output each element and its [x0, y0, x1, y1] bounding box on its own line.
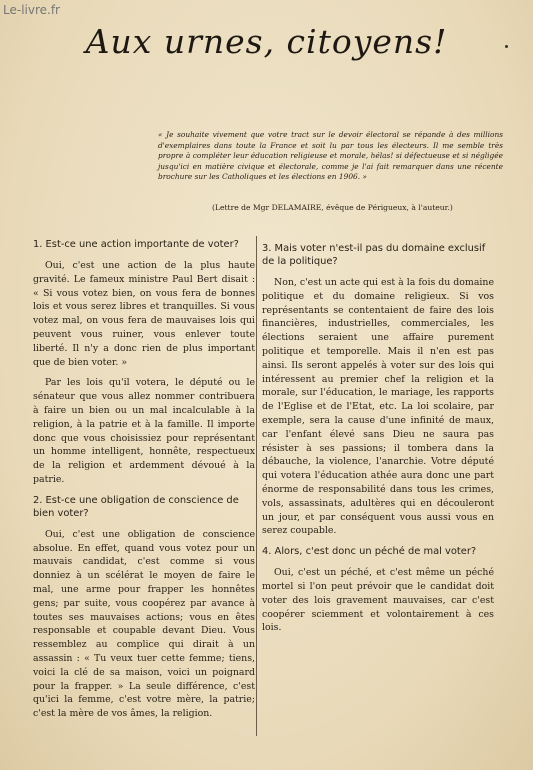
- section-3-heading: 3. Mais voter n'est-il pas du domaine exclusif de la politique?: [262, 243, 486, 267]
- section-1-paragraph-2: Par les lois qu'il votera, le député ou le sénateur que vous allez nommer contribuera à faire un bien ou un mal incalculable à la religion, à la patrie et à la famille. Il importe donc que vous choisissiez pour représentant un homme intelligent, honnête, respectueux de la religion et ardemment dévoué à la patrie.: [33, 377, 255, 485]
- column-divider: [256, 236, 257, 736]
- section-1-paragraph-1: Oui, c'est une action de la plus haute gravité. Le fameux ministre Paul Bert disait : « Si vous votez bien, on vous fera de bonnes lois et vous serez libres et tranquilles. Si vous votez mal, on vous fera de mauvaises lois qui peuvent vous ruiner, vous enlever toute liberté. Il n'y a donc rien de plus important que de bien voter. »: [33, 260, 255, 368]
- section-4-heading: 4. Alors, c'est donc un péché de mal voter?: [262, 546, 477, 558]
- section-2-heading: 2. Est-ce une obligation de conscience de bien voter?: [33, 494, 239, 519]
- watermark: Le-livre.fr: [3, 3, 60, 17]
- right-column: [262, 236, 494, 642]
- page-title: Aux urnes, citoyens!: [85, 22, 448, 61]
- section-3-paragraph-1: Non, c'est un acte qui est à la fois du domaine politique et du domaine religieux. Si vos représentants se contentaient de faire des lois financières, industrielles, commerciales, les élections seraient une affaire purement politique et temporelle. Mais il n'en est pas ainsi. Ils seront appelés à voter sur des lois qui intéressent au premier chef la religion et la morale, sur l'éducation, le mariage, les rapports de l'Eglise et de l'Etat, etc. La loi scolaire, par exemple, sera la cause d'une infinité de maux, car l'enfant élevé sans Dieu ne saura pas résister à ses passions; il tombera dans la débauche, la violence, l'anarchie. Votre député qui votera l'éducation athée aura donc une part énorme de responsabilité dans tous les crimes, vols, assassinats, adultères qui en découleront un jour, et par conséquent vous aussi vous en serez coupable.: [262, 277, 494, 537]
- epigraph-attribution: (Lettre de Mgr DELAMAIRE, évêque de Périgueux, à l'auteur.): [212, 203, 453, 212]
- stray-dot: [505, 45, 508, 48]
- epigraph-quote: « Je souhaite vivement que votre tract sur le devoir électoral se répande à des millions d'exemplaires dans toute la France et soit lu par tous les électeurs. Il me semble très propre à compléter leur éducation religieuse et morale, hélas! si défectueuse et si négligée jusqu'ici en matière civique et électorale, comme je l'ai fait remarquer dans une récente brochure sur les Catholiques et les élections en 1906. »: [158, 130, 503, 182]
- section-4-paragraph-1: Oui, c'est un péché, et c'est même un péché mortel si l'on peut prévoir que le candidat doit voter des lois gravement mauvaises, car c'est coopérer sciemment et volontairement à ces lois.: [262, 567, 494, 634]
- section-1-heading: 1. Est-ce une action importante de voter?: [33, 239, 239, 250]
- left-column: [33, 238, 255, 728]
- section-2-paragraph-1: Oui, c'est une obligation de conscience absolue. En effet, quand vous votez pour un mauvais candidat, c'est comme si vous donniez à un scélérat le moyen de faire le mal, une arme pour frapper les honnêtes gens; par suite, vous coopérez par avance à toutes ses mauvaises actions; vous en êtes responsable et coupable devant Dieu. Vous ressemblez au complice qui dirait à un assassin : « Tu veux tuer cette femme; tiens, voici la clé de sa maison, voici un poignard pour la frapper. » La seule différence, c'est qu'ici la femme, c'est votre mère, la patrie; c'est la mère de vos âmes, la religion.: [33, 528, 255, 720]
